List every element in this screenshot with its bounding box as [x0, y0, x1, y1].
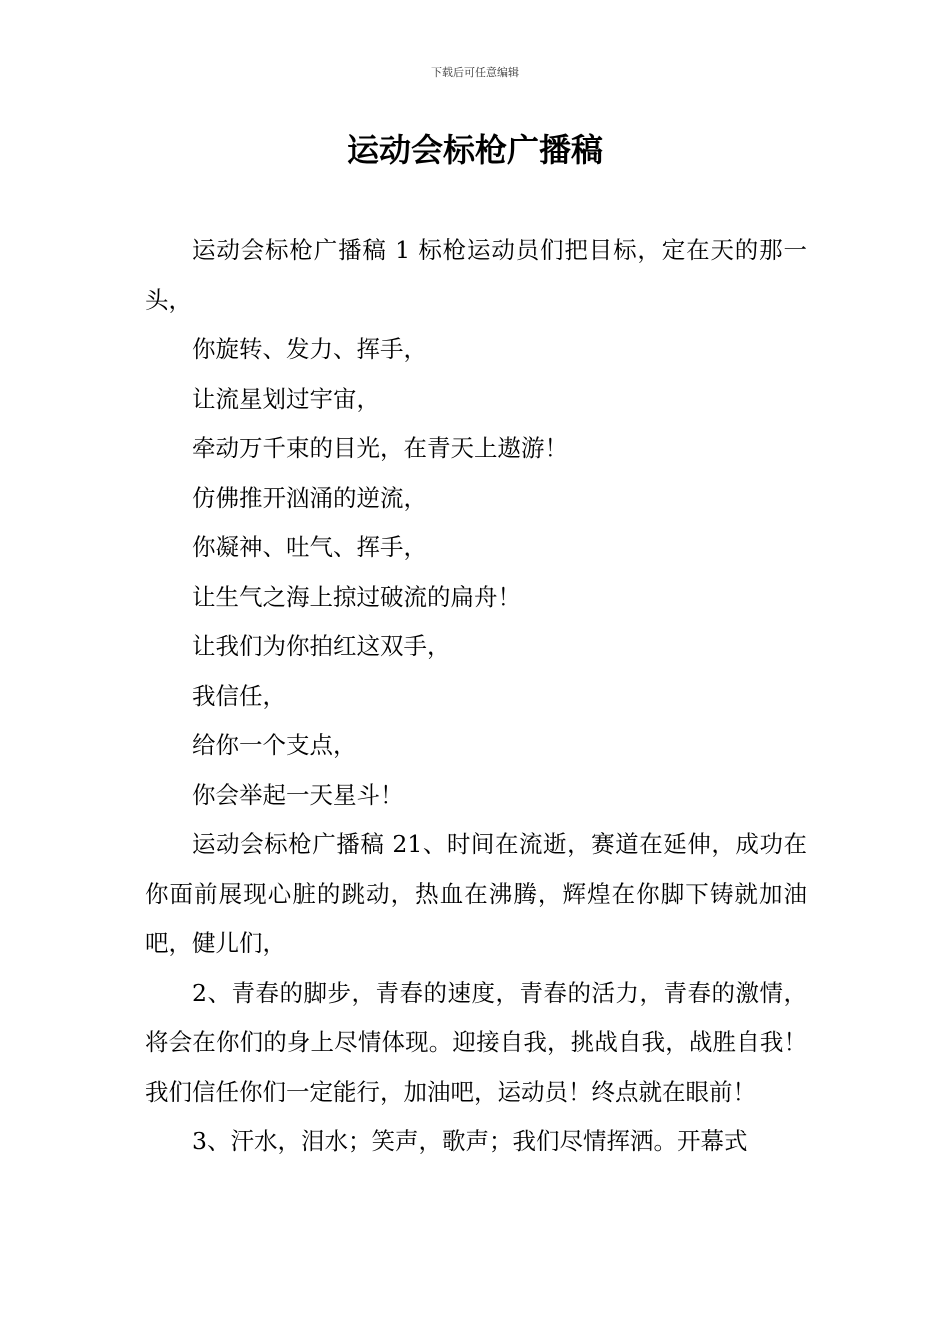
paragraph: 2、青春的脚步，青春的速度，青春的活力，青春的激情，将会在你们的身上尽情体现。迎接自我，挑战自我，战胜自我！我们信任你们一定能行，加油吧，运动员！终点就在眼前！ — [145, 978, 807, 1106]
paragraph: 让生气之海上掠过破流的扁舟！ — [192, 582, 521, 611]
paragraph: 你凝神、吐气、挥手， — [192, 533, 427, 561]
header-note: 下载后可任意编辑 — [431, 66, 519, 79]
document-title: 运动会标枪广播稿 — [346, 131, 603, 169]
paragraph: 让流星划过宇宙， — [192, 384, 380, 413]
paragraph: 给你一个支点， — [192, 731, 357, 759]
document-body — [145, 226, 807, 1167]
paragraph: 运动会标枪广播稿 21、时间在流逝，赛道在延伸，成功在你面前展现心脏的跳动，热血在沸腾，辉煌在你脚下铸就加油吧，健儿们， — [145, 830, 807, 957]
paragraph: 我信任， — [192, 681, 286, 710]
paragraph: 3、汗水，泪水；笑声，歌声；我们尽情挥洒。开幕式 — [192, 1127, 748, 1155]
paragraph: 牵动万千束的目光，在青天上遨游！ — [192, 434, 568, 462]
paragraph: 仿佛推开汹涌的逆流， — [192, 483, 427, 512]
paragraph: 运动会标枪广播稿 1 标枪运动员们把目标，定在天的那一头， — [145, 236, 807, 314]
paragraph: 你会举起一天星斗！ — [192, 780, 404, 809]
paragraph: 让我们为你拍红这双手， — [192, 632, 451, 660]
paragraph: 你旋转、发力、挥手， — [192, 335, 427, 363]
